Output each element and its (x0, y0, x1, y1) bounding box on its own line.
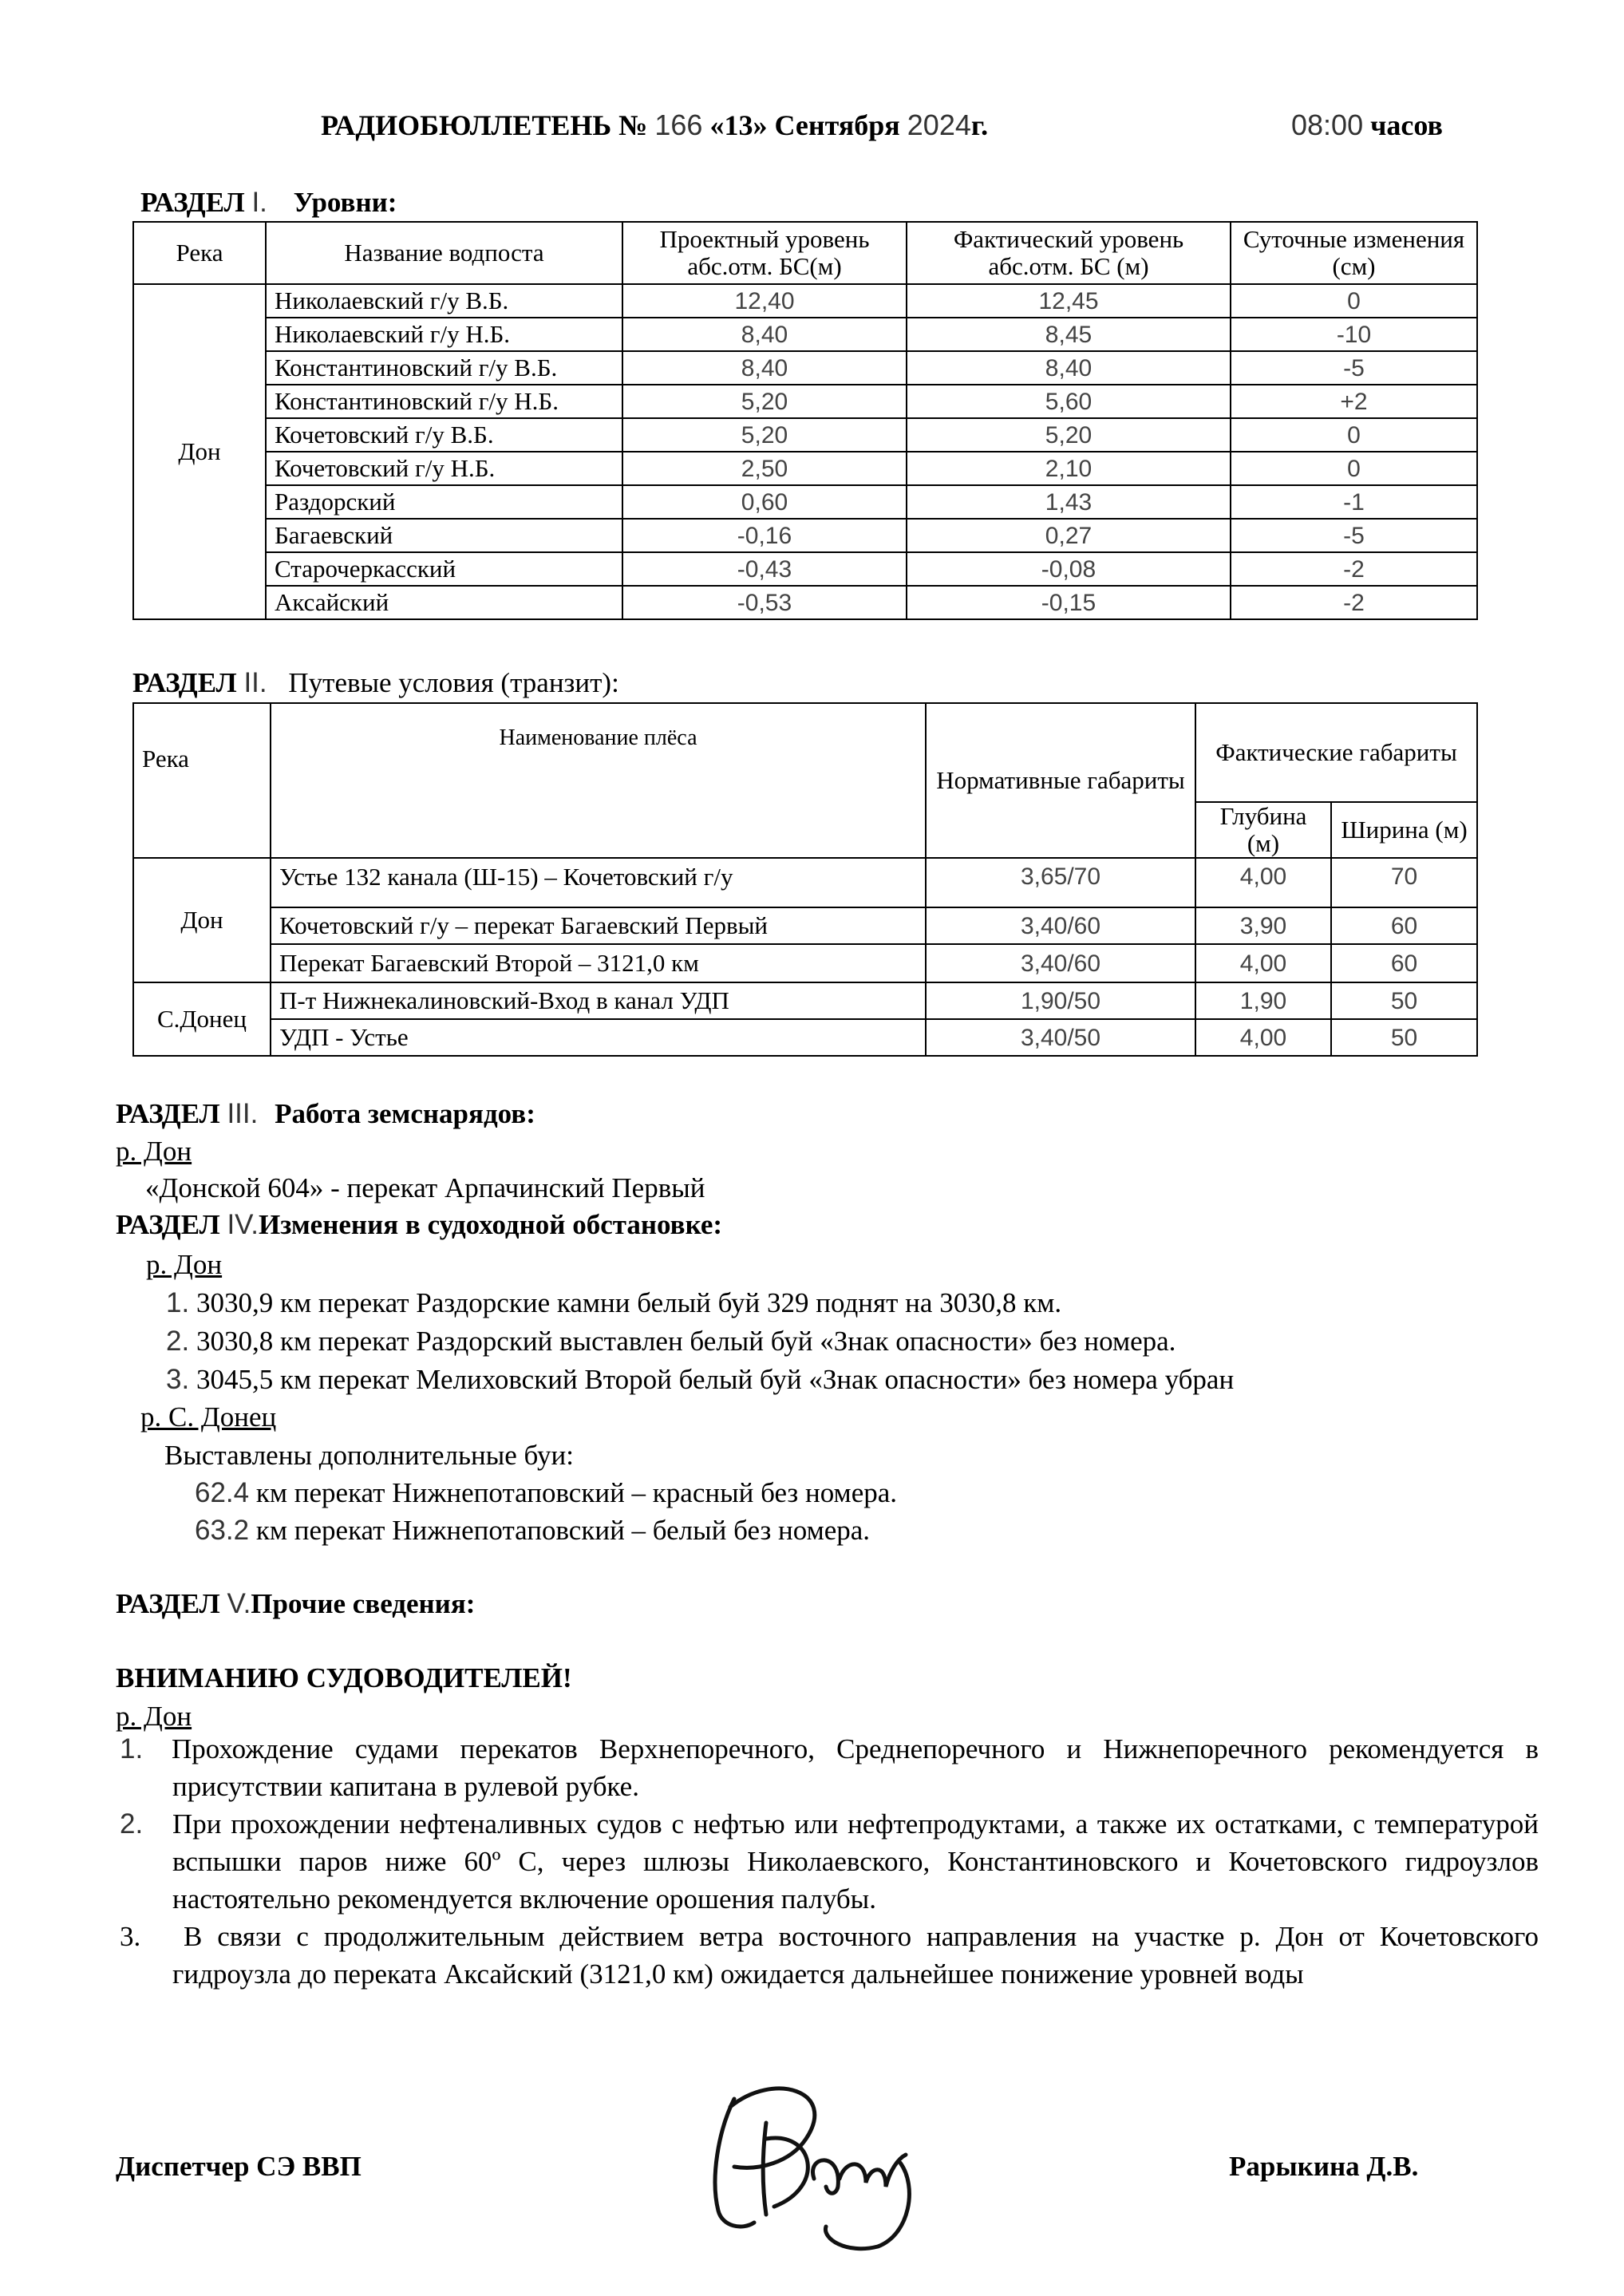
post-name: Николаевский г/у В.Б. (266, 284, 622, 318)
reach-name: П-т Нижнекалиновский-Вход в канал УДП (271, 982, 926, 1019)
section5-numeral: V. (227, 1588, 251, 1619)
levels-header-design: Проектный уровень абс.отм. БС(м) (622, 222, 907, 284)
design-level: -0,43 (622, 552, 907, 586)
section1-title: Уровни: (293, 187, 397, 218)
item-number: 3. (120, 1921, 141, 1952)
transit-header-row (133, 703, 1477, 802)
design-level: -0,53 (622, 586, 907, 619)
section5-title: Прочие сведения: (251, 1588, 476, 1619)
transit-header-river: Река (133, 703, 271, 858)
table-row (133, 858, 1477, 907)
transit-header-depth: Глубина (м) (1195, 802, 1331, 858)
actual-width: 60 (1331, 944, 1477, 982)
dispatcher-name: Рарыкина Д.В. (1229, 2151, 1419, 2182)
section1-numeral: I. (251, 187, 267, 218)
actual-depth: 4,00 (1195, 944, 1331, 982)
post-name: Старочеркасский (266, 552, 622, 586)
post-name: Багаевский (266, 519, 622, 552)
list-item (166, 1363, 1234, 1397)
transit-header-reach: Наименование плёса (271, 703, 926, 858)
post-name: Константиновский г/у Н.Б. (266, 385, 622, 418)
actual-depth: 4,00 (1195, 858, 1331, 907)
bulletin-number: 166 (654, 109, 703, 141)
item-km: 62.4 (195, 1477, 250, 1508)
reach-name: Кочетовский г/у – перекат Багаевский Первый (271, 907, 926, 944)
post-name: Кочетовский г/у Н.Б. (266, 452, 622, 485)
levels-header-river: Река (133, 222, 266, 284)
date-month: Сентября (774, 109, 900, 141)
item-number: 3. (166, 1364, 190, 1395)
list-item (120, 1805, 1539, 1918)
section3-title: Работа земснарядов: (275, 1098, 535, 1129)
actual-level: -0,08 (907, 552, 1231, 586)
actual-level: 8,45 (907, 318, 1231, 351)
section4-prefix: РАЗДЕЛ (116, 1209, 220, 1240)
actual-width: 70 (1331, 858, 1477, 907)
table-row (133, 318, 1477, 351)
actual-width: 60 (1331, 907, 1477, 944)
actual-level: 5,20 (907, 418, 1231, 452)
year-suffix: г. (970, 109, 989, 141)
bulletin-time (1291, 109, 1443, 142)
daily-change: -2 (1231, 586, 1477, 619)
actual-depth: 3,90 (1195, 907, 1331, 944)
design-level: 12,40 (622, 284, 907, 318)
transit-river-cell: Дон (133, 858, 271, 982)
post-name: Аксайский (266, 586, 622, 619)
design-level: 5,20 (622, 418, 907, 452)
table-row (133, 1019, 1477, 1056)
section3-prefix: РАЗДЕЛ (116, 1098, 220, 1129)
normative-dims: 3,40/60 (926, 907, 1195, 944)
normative-dims: 3,65/70 (926, 858, 1195, 907)
bulletin-title (321, 109, 988, 142)
post-name: Кочетовский г/у В.Б. (266, 418, 622, 452)
transit-table (132, 702, 1478, 1057)
section4-river2: р. С. Донец (140, 1401, 277, 1433)
transit-header-normative: Нормативные габариты (926, 703, 1195, 858)
title-label: РАДИОБЮЛЛЕТЕНЬ № (321, 109, 648, 141)
post-name: Константиновский г/у В.Б. (266, 351, 622, 385)
section1-heading (140, 187, 397, 219)
item-text: При прохождении нефтеналивных судов с нефтью или нефтепродуктами, а также их остатками, с температурой вспышки паров ниже 60º С, через шлюзы Николаевского, Константиновского и Кочетовского гидроузлов настоятельно рекомендуется включение орошения палубы. (172, 1808, 1539, 1915)
list-item (120, 1918, 1539, 1993)
design-level: -0,16 (622, 519, 907, 552)
daily-change: 0 (1231, 284, 1477, 318)
section5-heading (116, 1588, 475, 1620)
table-row (133, 907, 1477, 944)
levels-header-actual: Фактический уровень абс.отм. БС (м) (907, 222, 1231, 284)
dispatcher-position: Диспетчер СЭ ВВП (116, 2151, 362, 2182)
actual-width: 50 (1331, 1019, 1477, 1056)
item-text: км перекат Нижнепотаповский – красный без номера. (255, 1477, 898, 1508)
table-row (133, 452, 1477, 485)
actual-width: 50 (1331, 982, 1477, 1019)
list-item (166, 1286, 1061, 1320)
actual-depth: 1,90 (1195, 982, 1331, 1019)
design-level: 8,40 (622, 351, 907, 385)
reach-name: Перекат Багаевский Второй – 3121,0 км (271, 944, 926, 982)
daily-change: -1 (1231, 485, 1477, 519)
item-km: 63.2 (195, 1515, 250, 1546)
transit-header-actual: Фактические габариты (1195, 703, 1477, 802)
time-suffix: часов (1370, 109, 1443, 141)
daily-change: +2 (1231, 385, 1477, 418)
daily-change: -5 (1231, 519, 1477, 552)
levels-header-change: Суточные изменения (см) (1231, 222, 1477, 284)
section4-river1: р. Дон (146, 1249, 223, 1280)
daily-change: -5 (1231, 351, 1477, 385)
item-text: 3030,8 км перекат Раздорский выставлен белый буй «Знак опасности» без номера. (196, 1326, 1176, 1357)
item-text: 3030,9 км перекат Раздорские камни белый буй 329 поднят на 3030,8 км. (196, 1287, 1062, 1318)
actual-level: 1,43 (907, 485, 1231, 519)
list-item (166, 1325, 1176, 1358)
design-level: 0,60 (622, 485, 907, 519)
table-row (133, 519, 1477, 552)
table-row (133, 284, 1477, 318)
date-year: 2024 (907, 109, 971, 141)
daily-change: 0 (1231, 418, 1477, 452)
design-level: 5,20 (622, 385, 907, 418)
item-text: 3045,5 км перекат Мелиховский Второй белый буй «Знак опасности» без номера убран (196, 1364, 1235, 1395)
actual-level: 8,40 (907, 351, 1231, 385)
reach-name: УДП - Устье (271, 1019, 926, 1056)
actual-depth: 4,00 (1195, 1019, 1331, 1056)
actual-level: 5,60 (907, 385, 1231, 418)
table-row (133, 586, 1477, 619)
section3-numeral: III. (227, 1098, 259, 1129)
table-row (133, 351, 1477, 385)
list-item (195, 1476, 897, 1510)
section3-heading (116, 1098, 535, 1130)
design-level: 2,50 (622, 452, 907, 485)
normative-dims: 3,40/50 (926, 1019, 1195, 1056)
table-row (133, 418, 1477, 452)
transit-river-cell: С.Донец (133, 982, 271, 1056)
item-number: 1. (166, 1287, 190, 1318)
post-name: Николаевский г/у Н.Б. (266, 318, 622, 351)
actual-level: 0,27 (907, 519, 1231, 552)
reach-name: Устье 132 канала (Ш-15) – Кочетовский г/у (271, 858, 926, 907)
item-text: В связи с продолжительным действием ветра восточного направления на участке р. Дон от Кочетовского гидроузла до переката Аксайский (3121,0 км) ожидается дальнейшее понижение уровней воды (172, 1921, 1539, 1990)
actual-level: 12,45 (907, 284, 1231, 318)
post-name: Раздорский (266, 485, 622, 519)
list-item (120, 1730, 1539, 1805)
dredger-item: «Донской 604» - перекат Арпачинский Первый (145, 1172, 705, 1203)
item-number: 2. (166, 1326, 190, 1357)
levels-river-cell: Дон (133, 284, 266, 619)
section1-prefix: РАЗДЕЛ (140, 187, 245, 218)
signature-image (686, 2075, 950, 2258)
section4-numeral: IV. (227, 1209, 259, 1240)
daily-change: -2 (1231, 552, 1477, 586)
daily-change: 0 (1231, 452, 1477, 485)
item-text: км перекат Нижнепотаповский – белый без номера. (255, 1515, 871, 1546)
normative-dims: 1,90/50 (926, 982, 1195, 1019)
daily-change: -10 (1231, 318, 1477, 351)
list-item (195, 1514, 870, 1547)
section2-heading (132, 667, 619, 699)
section2-numeral: II. (243, 667, 267, 698)
date-day: «13» (709, 109, 768, 141)
section3-river: р. Дон (116, 1136, 192, 1167)
transit-header-width: Ширина (м) (1331, 802, 1477, 858)
table-row (133, 944, 1477, 982)
levels-header-row (133, 222, 1477, 284)
attention-title: ВНИМАНИЮ СУДОВОДИТЕЛЕЙ! (116, 1662, 572, 1693)
item-number: 1. (120, 1733, 144, 1764)
actual-level: -0,15 (907, 586, 1231, 619)
time-value: 08:00 (1291, 109, 1364, 141)
levels-table (132, 221, 1478, 620)
section4-heading (116, 1209, 722, 1241)
levels-header-post: Название водпоста (266, 222, 622, 284)
attention-river: р. Дон (116, 1701, 192, 1732)
normative-dims: 3,40/60 (926, 944, 1195, 982)
section2-title: Путевые условия (транзит): (288, 667, 619, 698)
table-row (133, 385, 1477, 418)
item-text: Прохождение судами перекатов Верхнепоречного, Среднепоречного и Нижнепоречного рекомендуется в присутствии капитана в рулевой рубке. (172, 1733, 1539, 1802)
section4-intro2: Выставлены дополнительные буи: (164, 1440, 574, 1471)
actual-level: 2,10 (907, 452, 1231, 485)
section4-title: Изменения в судоходной обстановке: (259, 1209, 723, 1240)
table-row (133, 982, 1477, 1019)
table-row (133, 552, 1477, 586)
section5-prefix: РАЗДЕЛ (116, 1588, 220, 1619)
table-row (133, 485, 1477, 519)
design-level: 8,40 (622, 318, 907, 351)
item-number: 2. (120, 1808, 144, 1840)
section2-prefix: РАЗДЕЛ (132, 667, 237, 698)
